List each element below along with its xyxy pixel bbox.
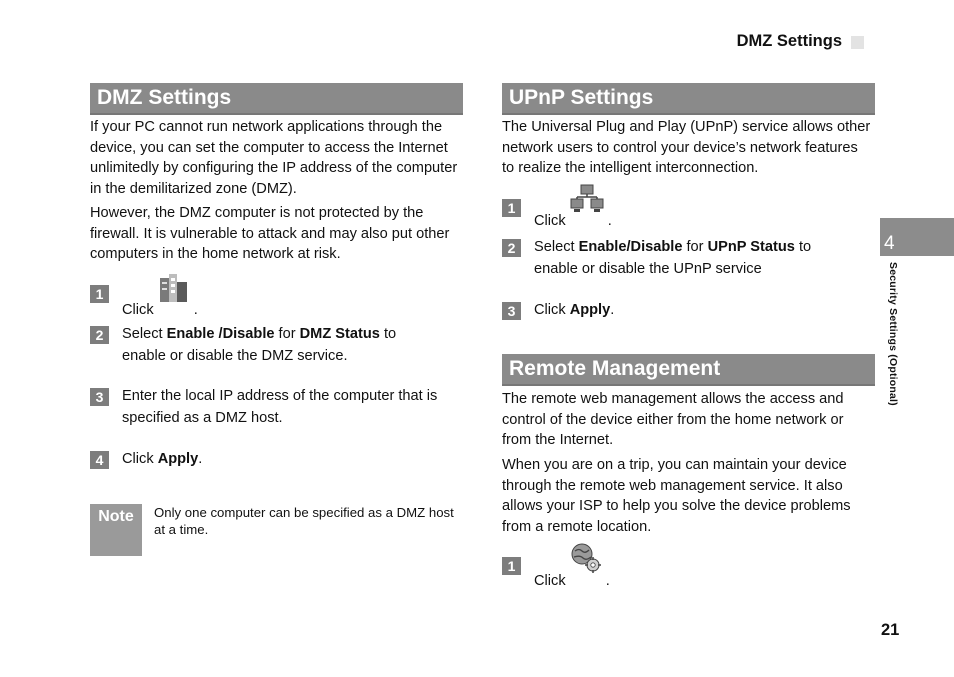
dmz-step-4-number: 4 [90, 451, 109, 469]
upnp-step-1-number: 1 [502, 199, 521, 217]
dmz-step-3-number: 3 [90, 388, 109, 406]
dmz-step-1-number: 1 [90, 285, 109, 303]
page-number: 21 [881, 621, 900, 639]
note-text: Only one computer can be specified as a DMZ host at a time. [154, 505, 454, 537]
upnp-step-2-text: Select Enable/Disable for UPnP Status to enable or disable the UPnP service [534, 239, 812, 277]
dmz-step-4-text: Click Apply. [122, 451, 203, 467]
header-square-marker [851, 36, 864, 49]
dmz-step-1-period: . [193, 302, 198, 318]
upnp-network-icon[interactable] [570, 184, 604, 221]
chapter-number: 4 [884, 233, 895, 254]
upnp-step-3-number: 3 [502, 302, 521, 320]
upnp-step-1-period: . [607, 213, 612, 229]
remote-management-icon[interactable] [570, 541, 602, 580]
remote-paragraph-1: The remote web management allows the access and control of the device either from the home network or from the Internet. [502, 391, 844, 448]
dmz-paragraph-1: If your PC cannot run network applications through the device, you can set the computer to access the Internet unlimitedly by configuring the IP address of the computer in the demilitarized zone (DMZ). [90, 119, 458, 197]
upnp-step-1-text: Click [534, 213, 566, 229]
chapter-label: Security Settings (Optional) [887, 262, 899, 406]
remote-step-1 [534, 541, 854, 589]
remote-step-1-text: Click [534, 573, 566, 589]
dmz-step-3-text: Enter the local IP address of the computer that is specified as a DMZ host. [122, 388, 438, 426]
upnp-paragraph-1: The Universal Plug and Play (UPnP) service allows other network users to control your device’s network features to realize the intelligent interconnection. [502, 119, 871, 176]
dmz-icon[interactable] [158, 272, 190, 311]
remote-section-title: Remote Management [502, 354, 875, 386]
dmz-step-1 [122, 272, 462, 318]
running-header-title: DMZ Settings [736, 32, 842, 50]
remote-step-1-period: . [605, 573, 610, 589]
upnp-section-title: UPnP Settings [502, 83, 875, 115]
upnp-step-1 [534, 184, 854, 229]
dmz-step-2-number: 2 [90, 326, 109, 344]
dmz-section-title: DMZ Settings [90, 83, 463, 115]
dmz-step-1-text: Click [122, 302, 154, 318]
note-label: Note [90, 504, 142, 556]
upnp-step-2-number: 2 [502, 239, 521, 257]
remote-step-1-number: 1 [502, 557, 521, 575]
remote-paragraph-2: When you are on a trip, you can maintain your device through the remote web management service. It also allows your ISP to help you solve the device problems from a remote location. [502, 457, 851, 535]
dmz-paragraph-2: However, the DMZ computer is not protected by the firewall. It is vulnerable to attack and may also put other computers in the home network at risk. [90, 205, 450, 262]
upnp-step-3-text: Click Apply. [534, 302, 615, 318]
dmz-step-2-text: Select Enable /Disable for DMZ Status to enable or disable the DMZ service. [122, 326, 397, 364]
